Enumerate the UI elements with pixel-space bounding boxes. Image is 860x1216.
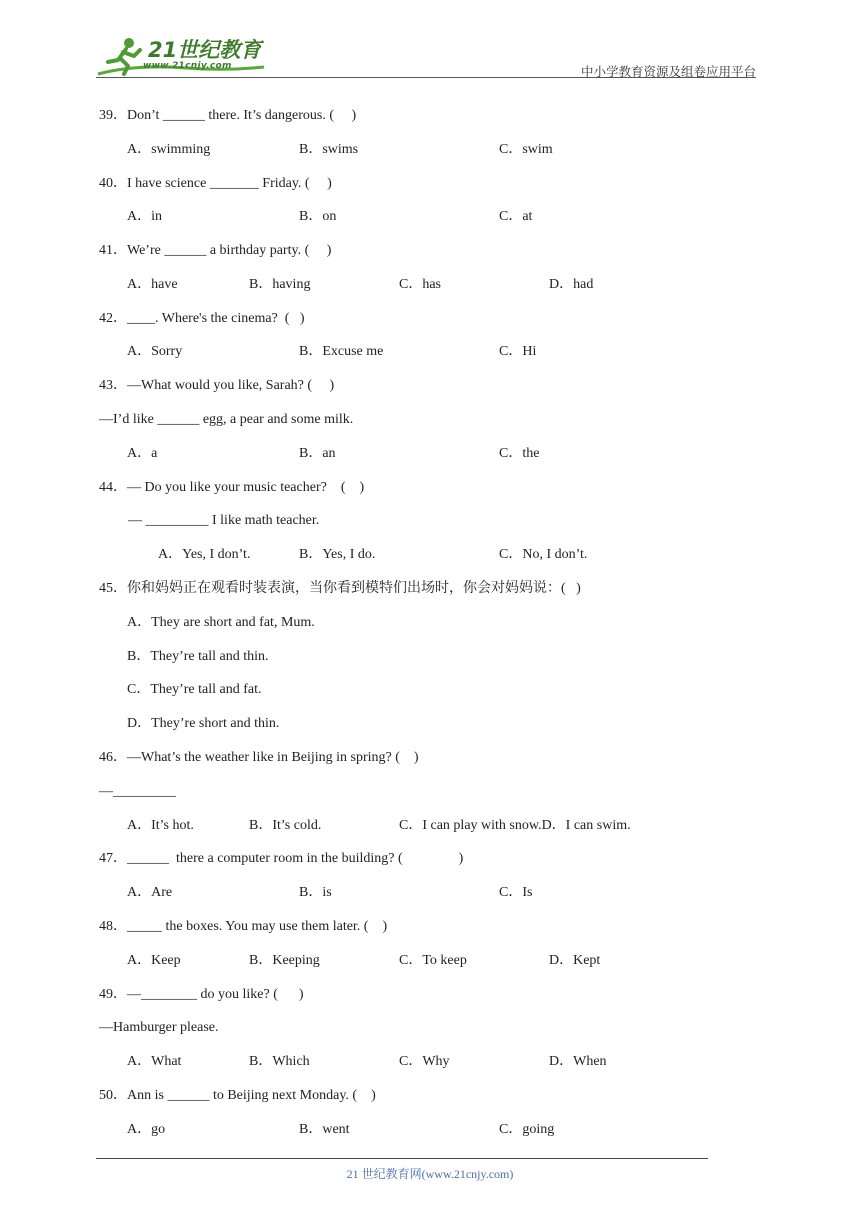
question-39: 39．Don’t ______ there. It’s dangerous. ( ) xyxy=(99,108,357,123)
question-43-response: —I’d like ______ egg, a pear and some milk. xyxy=(99,412,354,427)
platform-name: 中小学教育资源及组卷应用平台 xyxy=(580,64,756,79)
option-40-c[interactable]: C．at xyxy=(499,209,533,224)
option-48-b[interactable]: B．Keeping xyxy=(249,953,320,968)
question-46: 46．—What’s the weather like in Beijing in spring? ( ) xyxy=(99,750,419,765)
question-50: 50．Ann is ______ to Beijing next Monday. ( ) xyxy=(99,1088,376,1103)
question-40: 40．I have science _______ Friday. ( ) xyxy=(99,176,332,191)
footer-divider xyxy=(96,1158,708,1159)
option-45-a[interactable]: A．They are short and fat, Mum. xyxy=(127,615,315,630)
option-41-b[interactable]: B．having xyxy=(249,277,311,292)
option-48-c[interactable]: C．To keep xyxy=(399,953,467,968)
option-44-c[interactable]: C．No, I don’t. xyxy=(499,547,588,562)
header-divider xyxy=(96,77,756,78)
question-49: 49．—________ do you like? ( ) xyxy=(99,987,304,1002)
question-46-response: —_________ xyxy=(99,784,176,799)
option-45-c[interactable]: C．They’re tall and fat. xyxy=(127,682,262,697)
option-43-b[interactable]: B．an xyxy=(299,446,336,461)
option-48-d[interactable]: D．Kept xyxy=(549,953,601,968)
option-45-b[interactable]: B．They’re tall and thin. xyxy=(127,649,269,664)
option-50-a[interactable]: A．go xyxy=(127,1122,166,1137)
logo-text: 21世纪教育 xyxy=(148,38,262,62)
option-41-a[interactable]: A．have xyxy=(127,277,178,292)
option-46-a[interactable]: A．It’s hot. xyxy=(127,818,194,833)
option-50-c[interactable]: C．going xyxy=(499,1122,555,1137)
option-49-b[interactable]: B．Which xyxy=(249,1054,310,1069)
option-47-a[interactable]: A．Are xyxy=(127,885,173,900)
option-41-c[interactable]: C．has xyxy=(399,277,441,292)
option-41-d[interactable]: D．had xyxy=(549,277,594,292)
option-49-d[interactable]: D．When xyxy=(549,1054,607,1069)
question-44-response: — _________ I like math teacher. xyxy=(128,513,320,528)
question-49-response: —Hamburger please. xyxy=(99,1020,219,1035)
question-45: 45．你和妈妈正在观看时装表演，当你看到模特们出场时，你会对妈妈说：( ) xyxy=(99,581,581,596)
option-47-c[interactable]: C．Is xyxy=(499,885,533,900)
option-42-c[interactable]: C．Hi xyxy=(499,344,537,359)
option-39-a[interactable]: A．swimming xyxy=(127,142,211,157)
option-40-a[interactable]: A．in xyxy=(127,209,162,224)
option-39-b[interactable]: B．swims xyxy=(299,142,359,157)
option-46-b[interactable]: B．It’s cold. xyxy=(249,818,322,833)
option-49-c[interactable]: C．Why xyxy=(399,1054,450,1069)
question-41: 41．We’re ______ a birthday party. ( ) xyxy=(99,243,332,258)
question-42: 42．____. Where's the cinema? ( ) xyxy=(99,311,305,326)
question-43: 43．—What would you like, Sarah? ( ) xyxy=(99,378,335,393)
option-46-c[interactable]: C．I can play with snow.D．I can swim. xyxy=(399,818,631,833)
option-50-b[interactable]: B．went xyxy=(299,1122,350,1137)
option-39-c[interactable]: C．swim xyxy=(499,142,553,157)
option-49-a[interactable]: A．What xyxy=(127,1054,182,1069)
option-47-b[interactable]: B．is xyxy=(299,885,332,900)
option-45-d[interactable]: D．They’re short and thin. xyxy=(127,716,280,731)
question-48: 48．_____ the boxes. You may use them later. ( ) xyxy=(99,919,388,934)
option-42-b[interactable]: B．Excuse me xyxy=(299,344,384,359)
option-48-a[interactable]: A．Keep xyxy=(127,953,181,968)
question-47: 47．______ there a computer room in the building? ( ) xyxy=(99,851,464,866)
footer-link[interactable]: 21 世纪教育网(www.21cnjy.com) xyxy=(346,1167,514,1181)
option-40-b[interactable]: B．on xyxy=(299,209,337,224)
option-42-a[interactable]: A．Sorry xyxy=(127,344,183,359)
logo-url: www.21cnjy.com xyxy=(143,61,232,71)
option-44-b[interactable]: B．Yes, I do. xyxy=(299,547,376,562)
question-44: 44．— Do you like your music teacher? ( ) xyxy=(99,480,365,495)
page-header xyxy=(96,32,756,82)
option-44-a[interactable]: A．Yes, I don’t. xyxy=(158,547,251,562)
option-43-c[interactable]: C．the xyxy=(499,446,540,461)
option-43-a[interactable]: A．a xyxy=(127,446,158,461)
